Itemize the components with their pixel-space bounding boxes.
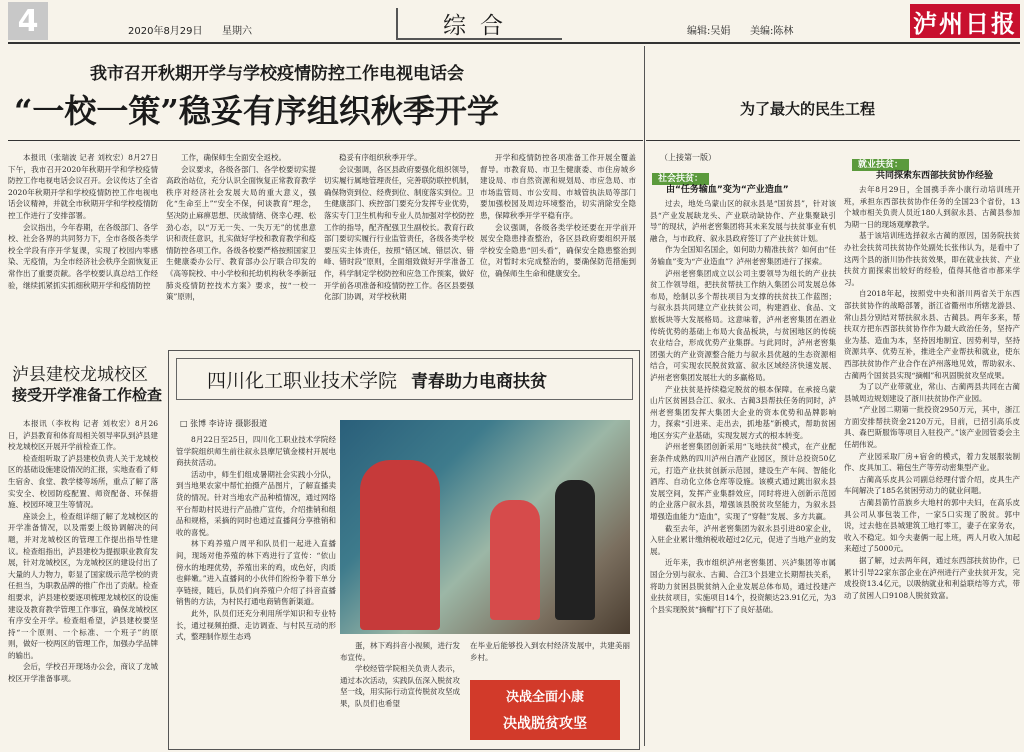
sub1-title: 由“任务输血”变为“产业造血” (666, 185, 789, 195)
banner-top-text: 决战全面小康 (505, 690, 584, 705)
main-kicker: 我市召开秋期开学与学校疫情防控工作电视电话会 (90, 64, 464, 84)
right-col-a: 过去，地处乌蒙山区的叙永县是“国贫县”，针对该县“产业发展缺龙头、产业联动缺协作、产业集聚缺引导”的现状，泸州老窖集团将其未来发展与扶贫事业有机融合，与市政府、叙永县政府签订了产业扶贫计划。 作为全国知名国企，如何助力精准扶贫？如何由“任务输血”变为“产业造血”？泸州老窖集团进行了探索。 泸州老窖集团成立以公司主要领导为组长的产业扶贫工作领导组，把扶贫帮扶工作纳入集团公司发展总体布局，绘制以多个帮扶项目为支撑的扶贫扶工作蓝图；与叙永县共同建立产业扶贫公司，构建酒业、食品、文旅板块等大发展格局。这意味着，泸州老窖集团在酒业传统优势的基础上布局大食品板块，与贫困地区的传统农业结合，形成优势产业集群。与此同时，泸州老窖集团强大的产业资源整合能力与叙永县优越的生态资源相结合，可实现农民脱贫致富、叙永区域经济快速发展、泸州老窖集团发展壮大的多赢格局。 产业扶贫是持续稳定脱贫的根本保障。在承接乌蒙山片区贫困县合江、叙永、古蔺3县帮扶任务的同时，泸州老窖集团发挥大集团大企业的资本优势和品牌影响力，探索“引进来、走出去，抓地基”新模式，帮助贫困地区夯实产业基础，实现发展方式的根本转变。 泸州老窖集团创新采用“飞地扶贫”模式，在产业配套条件成熟的四川泸州白酒产业园区，预计总投资50亿元，打造产业扶贫创新示范园，建设生产车间、智能化酒库、自动化立体仓库等设施。该模式通过跳出叙永县发展空间，发挥产业集群效应，同时将进入创新示范园的企业落户叙永县，增强该县脱贫攻坚能力，为叙永县增强造血能力“造血”，实现了“穿鞋”发展、多方共赢。 截至去年，泸州老窖集团为叙永县引进80家企业，入驻企业累计缴纳税收超过2亿元，促进了当地产业的发展。 近年来，我市组织泸州老窖集团、兴泸集团等市属国企分别与叙永、古蔺、合江3个县建立长期帮扶关系，将助力贫困县脱贫纳入企业发展总体布局，通过投建产业扶贫项目，实施项目14个，投资额达23.91亿元，为3个县实现脱贫“摘帽”打下了良好基础。 (650, 199, 836, 614)
poverty-banner (470, 680, 620, 740)
photo-figure-center (490, 500, 540, 620)
sichuan-col-3: 在毕业后能够投入到农村经济发展中，共建美丽乡村。 (470, 641, 630, 662)
sichuan-byline: □ 张博 李诗诗 摄影报道 (180, 419, 268, 428)
main-col-2: 工作，确保师生全面安全返校。 会议要求，各级各部门、各学校要切实提高政治站位，充分认识全面恢复正常教育教学秩序对经济社会发展大局的重大意义，强化“生命至上”“安全不保，何谈教育”理念，坚决防止麻痹思想、厌战情绪、侥幸心理、松劲心态，以“万无一失、一失万无”的忧患意识和责任意识，扎实做好学校和教育教学和疫情防控各项工作。各级各校要严格按照国家卫生健康委办公厅、教育部办公厅联合印发的《高等院校、中小学校和托幼机构秋冬季新冠肺炎疫情防控技术方案》要求，按“一校一策”原则， (166, 153, 316, 302)
section-title: 综合 (396, 8, 562, 40)
right-headline: 为了最大的民生工程 (740, 100, 876, 118)
page-number: 4 (8, 2, 48, 40)
sichuan-col-2: 蛋，林下鸡抖音小视频，进行发布宣传。 学校经管学院相关负责人表示，通过本次活动，实践队伍深入脱贫攻坚一线，用实际行动宣传脱贫攻坚成果，队员们也希望 (340, 641, 460, 708)
right-rule (646, 140, 1020, 141)
ecommerce-photo (340, 420, 630, 634)
sub2-tag: 就业扶贫： (852, 159, 909, 171)
main-col-1: 本报讯（张瑞波 记者 刘枚宏）8月27日下午，我市召开2020年秋期开学和学校疫情防控工作电视电话会议召开。会议传达了全省2020年秋期开学和学校疫情防控工作电视电话会议精神，并就全市秋期开学和学校疫情防控工作进行了安排部署。 会议指出，今年春期，在各级部门、各学校、社会各界的共同努力下，全市各级各类学校全学段有序开学复课，实现了校园内零感染、无疫情，为全市经济社会秩序全面恢复正常作出了重要贡献。各学校要认真总结工作经验，继续抓紧抓实抓细秋期开学和疫情防控 (8, 153, 158, 290)
sichuan-col-1: 8月22日至25日，四川化工职业技术学院经管学院组织师生前往叙永县摩尼镇金楼村开展电商扶贫活动。 活动中，师生们组成暑期社会实践小分队，到当地果农家中帮忙拍摄产品图片，了解直播卖货的情况。针对当地农产品种植情况，通过网络平台帮助村民进行产品推广宣传，介绍推销和组品和规格，采摘的同时也通过直播间分享推销和收的喜悦。 林下鸡养殖户周平和队员们一起进入直播间，现场对他养殖的林下鸡进行了宣传：“依山傍水的地理优势，养殖出来的鸡，成色好，肉质也鲜嫩。”进入直播间的小伙伴们纷纷争着下单分享链接，随后，队员们向养殖户介绍了抖音直播销售的方法，为村民打通电商销售新渠道。 此外，队员们还充分利用所学知识和专业特长，通过视频拍摄、走访调查、与村民互动的形式，整理制作原生态鸡 (176, 435, 336, 642)
issue-date: 2020年8月29日 (128, 26, 203, 37)
editor-credit: 编辑:吴娟 (687, 26, 731, 37)
photo-figure-left (360, 460, 440, 630)
main-headline: “一校一策”稳妥有序组织秋季开学 (14, 92, 499, 130)
sichuan-title: 四川化工职业技术学院 (207, 369, 398, 392)
continued-note: （上接第一版） (660, 153, 716, 162)
header-rule (8, 42, 1020, 44)
luxian-title: 泸县建校龙城校区 (12, 365, 148, 385)
sub2-title: 共同探索东西部扶贫协作经验 (876, 171, 994, 181)
designer-credit: 美编:陈林 (750, 26, 794, 37)
photo-figure-right (555, 480, 595, 620)
sichuan-highlight: 青春助力电商扶贫 (411, 371, 548, 392)
camera-icon: □ (180, 419, 191, 428)
masthead-logo: 泸州日报 (910, 4, 1020, 38)
right-col-b: 去年8月29日，全国携手奔小康行动培训班开班，承担东西部扶贫协作任务的全国23个省份，13个城市相关负责人员近180人到叙永县、古蔺县参加为期一日的现场观摩教学。 基于该培训班选择叙永古蔺的原因，国务院扶贫办社会扶贫司扶贫协作处副处长张伟认为，是看中了这两个县的浙川协作扶贫效果，即在就业扶贫、产业扶贫方面探索出较好的经验，值得其他省市都来学习。 自2018年起，按照党中央和浙川两省关于东西部扶贫协作的战略部署，浙江省衢州市所辖龙游县、常山县分别结对帮扶叙永县、古蔺县。两年多来，帮扶双方把东西部扶贫协作作为最大政治任务，坚持产业为基、造血为本，坚持因地制宜、因势利导，坚持资源共享、优势互补，推进全产业帮扶和就业，使东西部扶贫协作产业合作在泸州落地见效，帮助叙永、古蔺两个国贫县实现“摘帽”和巩固脱贫攻坚成果。 为了以产业带就业，常山、古蔺两县共同在古蔺县城周边规划建设了浙川扶贫协作产业园。 “产业园二期第一批投资2950万元，其中，浙江方面安排帮扶资金2120万元，目前，已招引高乐皮具、森巴斯服饰等项目入驻投产。”该产业园管委会主任胡伟说。 产业园采取厂房+宿舍的模式，着力发展服装制作、皮具加工、箱包生产等劳动密集型产业。 古蔺高乐皮具公司副总经理付雷介绍，皮具生产车间解决了185名贫困劳动力的就业问题。 古蔺县箭竹苗族乡大地村的郭中夫妇，在高乐皮具公司从事包装工作，一家5口实现了脱贫。郭中说，过去他在县城建筑工地打零工，妻子在家务农，收入不稳定。如今夫妻俩一起上班，两人月收入加起来超过了5000元。 据了解，过去两年间，通过东西部扶贫协作，已累计引导22家东部企业在泸州进行产业扶贫开发，完成投资13.4亿元，以吸纳就业和利益联结等方式，带动了贫困人口9108人脱贫致富。 (844, 185, 1020, 600)
banner-bottom-text: 决战脱贫攻坚 (503, 716, 587, 732)
main-col-3: 稳妥有序组织秋季开学。 会议强调，各区县政府要强化组织领导，切实履行属地管理责任，完善联防联控机制，确保物资到位、经费到位、制度落实到位。卫生健康部门、疾控部门要充分发挥专业优势，落实专门卫生机构和专业人员加强对学校防控工作的指导，配齐配强卫生副校长。教育行政部门要切实履行行业监管责任，各级各类学校要压实主体责任，按照“错区域、错层次、错峰、错时段”原则，全面细致做好开学准备工作，科学制定学校防控和应急工作预案，做好开学前各项准备和疫情防控工作。各区县要强化部门协调，对学校秋期 (324, 153, 474, 302)
sub1-tag: 社会扶贫： (652, 173, 709, 185)
issue-weekday: 星期六 (222, 26, 252, 37)
luxian-body: 本报讯（李枚构 记者 刘枚宏）8月26日，泸县教育和体育局相关领导率队到泸县建校龙城校区开展开学前检查工作。 检查组听取了泸县建校负责人关于龙城校区的基础设施建设情况的汇报，实地查看了师生宿舍、食堂、教学楼等场所，重点了解了落实安全、校园防疫配置、师资配备、环保措施、校园环境卫生等情况。 座谈会上，检查组详细了解了龙城校区的开学准备情况，以及需要上级协调解决的问题，并对龙城校区的管理工作提出指导性建议。检查组指出，泸县建校为提振职业教育发展，针对龙城校区，为龙城校区的建设付出了大量的人力物力，彰显了国家级示范学校的责任担当，为职教品牌的推广作出了贡献。检查组要求，泸县建校要逐项梳理龙城校区的设施建设及教育教学管理工作事宜，确保龙城校区有序安全开学。检查组希望，泸县建校要坚持“一个原则、一个标准、一个班子”的原则，做好一校两区的管理工作，加强办学品牌的输出。 会后，学校召开现场办公会，商议了龙城校区开学准备事项。 (8, 419, 158, 684)
main-col-4: 开学和疫情防控各项准备工作开展全覆盖督导。市教育局、市卫生健康委、市住房城乡建设局、市自然资源和规划局、市应急局、市市场监管局、市公安局、市城管执法局等部门要加强校园及周边环境整治，切实消除安全隐患，保障秋季开学平稳有序。 会议强调，各级各类学校还要在开学前开展安全隐患排查整治，各区县政府要组织开展学校安全隐患“回头看”，确保安全隐患整治到位，对暂时未完成整治的，要确保防范措施到位，确保师生生命和健康安全。 (480, 153, 636, 278)
main-rule (8, 140, 643, 141)
sichuan-title-bar (176, 358, 633, 400)
luxian-subtitle: 接受开学准备工作检查 (12, 386, 163, 404)
column-divider (644, 46, 645, 746)
